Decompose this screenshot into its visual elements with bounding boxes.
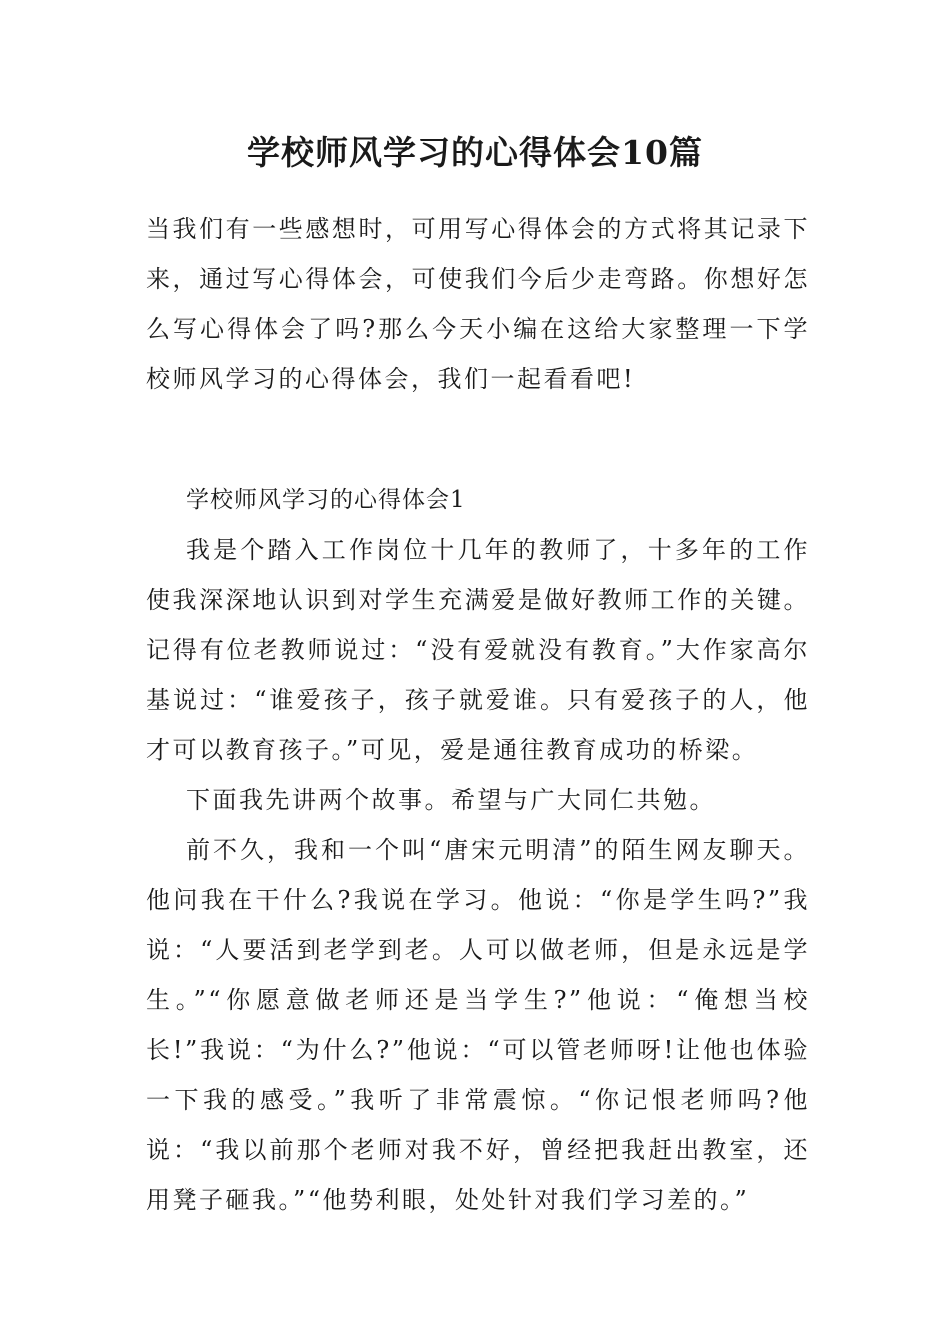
body-paragraph: 我是个踏入工作岗位十几年的教师了，十多年的工作使我深深地认识到对学生充满爱是做好教师工作的关键。记得有位老教师说过：“没有爱就没有教育。”大作家高尔基说过：“谁爱孩子，孩子就爱谁。只有爱孩子的人，他才可以教育孩子。”可见，爱是通往教育成功的桥梁。 (146, 536, 810, 764)
section-1 (146, 475, 810, 1225)
body-paragraph: 下面我先讲两个故事。希望与广大同仁共勉。 (186, 786, 716, 814)
section-heading: 学校师风学习的心得体会1 (186, 487, 466, 513)
document-title: 学校师风学习的心得体会10篇 (247, 133, 703, 172)
body-paragraph: 前不久，我和一个叫“唐宋元明清”的陌生网友聊天。他问我在干什么?我说在学习。他说：“你是学生吗?”我说：“人要活到老学到老。人可以做老师，但是永远是学生。”“你愿意做老师还是当学生?”他说：“俺想当校长!”我说：“为什么?”他说：“可以管老师呀!让他也体验一下我的感受。”我听了非常震惊。“你记恨老师吗?他说：“我以前那个老师对我不好，曾经把我赶出教室，还用凳子砸我。”“他势利眼，处处针对我们学习差的。” (146, 836, 810, 1214)
intro-block (146, 204, 810, 404)
intro-paragraph: 当我们有一些感想时，可用写心得体会的方式将其记录下来，通过写心得体会，可使我们今后少走弯路。你想好怎么写心得体会了吗?那么今天小编在这给大家整理一下学校师风学习的心得体会，我们一起看看吧! (146, 215, 810, 393)
